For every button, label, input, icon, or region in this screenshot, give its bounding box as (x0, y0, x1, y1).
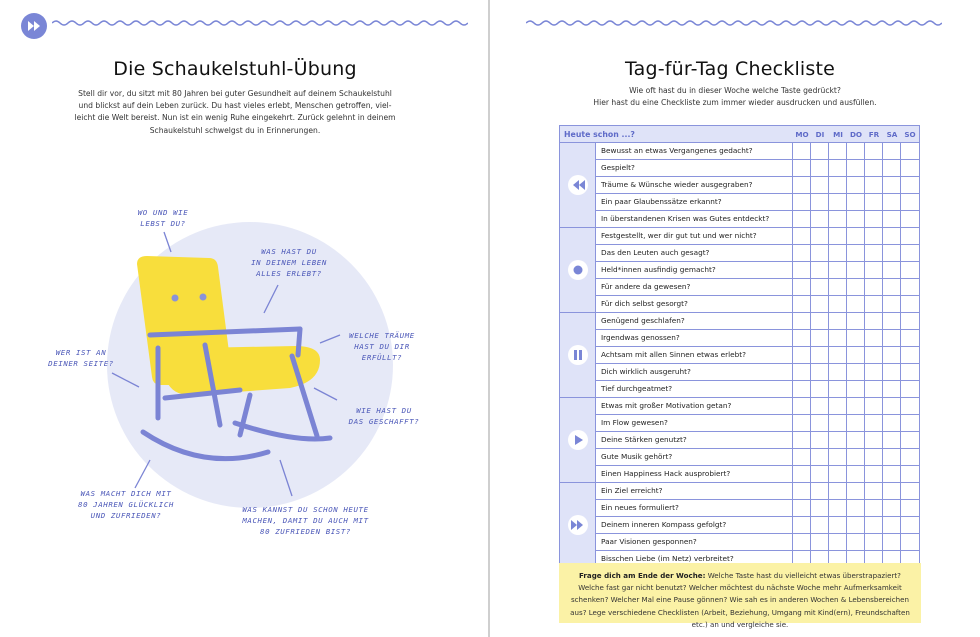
checkbox-cell[interactable] (829, 347, 847, 363)
checkbox-cell[interactable] (865, 245, 883, 261)
checkbox-cell[interactable] (883, 398, 901, 414)
checklist-item: Deine Stärken genutzt? (596, 432, 793, 448)
checkbox-cell[interactable] (811, 517, 829, 533)
page-title: Tag-für-Tag Checkliste (624, 58, 836, 80)
checklist-item: Gespielt? (596, 160, 793, 176)
checklist-item: Irgendwas genossen? (596, 330, 793, 346)
checkbox-cell[interactable] (811, 296, 829, 312)
intro-text (70, 88, 400, 137)
table-row (596, 177, 919, 194)
checkbox-cell[interactable] (901, 143, 919, 159)
checkbox-cell[interactable] (793, 381, 811, 397)
day-header: MI (833, 129, 843, 139)
checkbox-cell[interactable] (847, 398, 865, 414)
checkbox-cell[interactable] (901, 313, 919, 329)
checkbox-cell[interactable] (883, 364, 901, 380)
checkbox-cell[interactable] (865, 296, 883, 312)
checkbox-cell[interactable] (865, 398, 883, 414)
group-icon-cell (560, 398, 596, 482)
checkbox-cell[interactable] (865, 211, 883, 227)
record-icon (568, 260, 588, 280)
checkbox-cell[interactable] (901, 466, 919, 482)
checklist-item: Ein paar Glaubenssätze erkannt? (596, 194, 793, 210)
table-row (596, 500, 919, 517)
checklist-item: Träume & Wünsche wieder ausgegraben? (596, 177, 793, 193)
checkbox-cell[interactable] (883, 160, 901, 176)
checkbox-cell[interactable] (901, 381, 919, 397)
checklist-group (560, 313, 919, 398)
checklist-item: Achtsam mit allen Sinnen etwas erlebt? (596, 347, 793, 363)
checkbox-cell[interactable] (847, 313, 865, 329)
intro-line: und blickst auf dein Leben zurück. Du hast vieles erlebt, Menschen getroffen, viel- (78, 101, 392, 111)
checkbox-cell[interactable] (883, 296, 901, 312)
table-row (596, 483, 919, 500)
checkbox-cell[interactable] (901, 347, 919, 363)
checkbox-cell[interactable] (829, 211, 847, 227)
intro-line: Stell dir vor, du sitzt mit 80 Jahren bei guter Gesundheit auf deinem Schaukelstuhl (78, 89, 392, 98)
checkbox-cell[interactable] (811, 364, 829, 380)
checkbox-cell[interactable] (883, 143, 901, 159)
checkbox-cell[interactable] (847, 330, 865, 346)
table-row (596, 449, 919, 466)
checkbox-cell[interactable] (901, 262, 919, 278)
checkbox-cell[interactable] (793, 364, 811, 380)
checkbox-cell[interactable] (829, 466, 847, 482)
checkbox-cell[interactable] (847, 415, 865, 431)
checkbox-cell[interactable] (901, 500, 919, 516)
question-happy-at-80: WAS MACHT DICH MIT 80 JAHREN GLÜCKLICH UND ZUFRIEDEN? (78, 489, 174, 521)
checkbox-cell[interactable] (883, 449, 901, 465)
checkbox-cell[interactable] (829, 398, 847, 414)
checkbox-cell[interactable] (901, 432, 919, 448)
checkbox-cell[interactable] (847, 279, 865, 295)
checkbox-cell[interactable] (883, 347, 901, 363)
checkbox-cell[interactable] (793, 483, 811, 499)
checkbox-cell[interactable] (793, 415, 811, 431)
table-row (596, 517, 919, 534)
checkbox-cell[interactable] (793, 534, 811, 550)
checkbox-cell[interactable] (847, 432, 865, 448)
checkbox-cell[interactable] (793, 262, 811, 278)
checkbox-cell[interactable] (793, 347, 811, 363)
checkbox-cell[interactable] (883, 466, 901, 482)
checklist-item: Das den Leuten auch gesagt? (596, 245, 793, 261)
checkbox-cell[interactable] (811, 262, 829, 278)
subtitle-line: Wie oft hast du in dieser Woche welche Taste gedrückt? (629, 86, 841, 95)
checkbox-cell[interactable] (811, 160, 829, 176)
checkbox-cell[interactable] (901, 415, 919, 431)
checkbox-cell[interactable] (847, 483, 865, 499)
checkbox-cell[interactable] (829, 517, 847, 533)
checkbox-cell[interactable] (793, 194, 811, 210)
checkbox-cell[interactable] (847, 364, 865, 380)
checkbox-cell[interactable] (793, 517, 811, 533)
checkbox-cell[interactable] (793, 449, 811, 465)
checklist-item: Im Flow gewesen? (596, 415, 793, 431)
checklist-item: Einen Happiness Hack ausprobiert? (596, 466, 793, 482)
checkbox-cell[interactable] (865, 313, 883, 329)
checkbox-cell[interactable] (883, 534, 901, 550)
checklist-item: Etwas mit großer Motivation getan? (596, 398, 793, 414)
checkbox-cell[interactable] (865, 381, 883, 397)
checkbox-cell[interactable] (901, 228, 919, 244)
checkbox-cell[interactable] (883, 313, 901, 329)
checklist-item: Ein Ziel erreicht? (596, 483, 793, 499)
checkbox-cell[interactable] (811, 177, 829, 193)
checkbox-cell[interactable] (829, 228, 847, 244)
checkbox-cell[interactable] (865, 177, 883, 193)
checkbox-cell[interactable] (811, 194, 829, 210)
checkbox-cell[interactable] (883, 279, 901, 295)
checkbox-cell[interactable] (901, 160, 919, 176)
subtitle-text (550, 85, 920, 109)
table-header (560, 126, 919, 143)
table-row (596, 143, 919, 160)
checklist-item: Für andere da gewesen? (596, 279, 793, 295)
left-page (0, 0, 489, 637)
checklist-group (560, 143, 919, 228)
note-text: Welche Taste hast du vielleicht etwas überstrapaziert? Welche fast gar nicht benutzt? Welcher möchtest du nächste Woche mehr Aufmerksamkeit schenken? Welcher Mal eine Pause gönnen? Wie sah es in anderen Wochen & Lebensbereichen aus? Lege verschiedene Checklisten (Arbeit, Beziehung, Umgang mit Kind(ern), Freundschaften etc.) an und vergleiche sie. (570, 571, 910, 629)
wave-divider (52, 18, 468, 28)
table-row (596, 296, 919, 312)
question-experienced: WAS HAST DU IN DEINEM LEBEN ALLES ERLEBT? (251, 247, 327, 279)
checkbox-cell[interactable] (865, 228, 883, 244)
checkbox-cell[interactable] (901, 330, 919, 346)
checkbox-cell[interactable] (883, 211, 901, 227)
table-row (596, 364, 919, 381)
checkbox-cell[interactable] (901, 279, 919, 295)
fast-forward-badge (21, 13, 47, 39)
table-row (596, 415, 919, 432)
checkbox-cell[interactable] (829, 160, 847, 176)
checkbox-cell[interactable] (829, 313, 847, 329)
wave-divider (526, 18, 942, 28)
checkbox-cell[interactable] (883, 517, 901, 533)
checkbox-cell[interactable] (901, 534, 919, 550)
checkbox-cell[interactable] (829, 432, 847, 448)
checklist-group (560, 483, 919, 567)
table-row (596, 245, 919, 262)
checklist-item: Genügend geschlafen? (596, 313, 793, 329)
checkbox-cell[interactable] (883, 245, 901, 261)
group-icon-cell (560, 483, 596, 567)
checkbox-cell[interactable] (901, 483, 919, 499)
chair-button (200, 294, 207, 301)
checkbox-cell[interactable] (811, 381, 829, 397)
checkbox-cell[interactable] (829, 364, 847, 380)
table-row (596, 466, 919, 482)
checkbox-cell[interactable] (793, 177, 811, 193)
table-row (596, 160, 919, 177)
checkbox-cell[interactable] (865, 194, 883, 210)
checkbox-cell[interactable] (901, 177, 919, 193)
table-row (596, 211, 919, 227)
day-header: MO (795, 129, 809, 139)
checkbox-cell[interactable] (901, 194, 919, 210)
checkbox-cell[interactable] (847, 534, 865, 550)
table-row (596, 432, 919, 449)
reflection-note (559, 563, 921, 629)
checkbox-cell[interactable] (883, 483, 901, 499)
question-by-your-side: WER IST AN DEINER SEITE? (48, 348, 114, 369)
table-row (596, 228, 919, 245)
checkbox-cell[interactable] (811, 466, 829, 482)
table-row (596, 381, 919, 397)
checkbox-cell[interactable] (829, 415, 847, 431)
page-title: Die Schaukelstuhl-Übung (113, 58, 357, 80)
checkbox-cell[interactable] (847, 194, 865, 210)
group-icon-cell (560, 228, 596, 312)
checkbox-cell[interactable] (793, 160, 811, 176)
checklist-item: Ein neues formuliert? (596, 500, 793, 516)
checkbox-cell[interactable] (865, 160, 883, 176)
checkbox-cell[interactable] (829, 279, 847, 295)
checkbox-cell[interactable] (901, 517, 919, 533)
checkbox-cell[interactable] (865, 262, 883, 278)
checkbox-cell[interactable] (793, 228, 811, 244)
day-header: DI (815, 129, 825, 139)
checkbox-cell[interactable] (793, 279, 811, 295)
rewind-icon (568, 175, 588, 195)
checkbox-cell[interactable] (865, 279, 883, 295)
checklist-item: In überstandenen Krisen was Gutes entdeckt? (596, 211, 793, 227)
checkbox-cell[interactable] (829, 534, 847, 550)
checklist-item: Paar Visionen gesponnen? (596, 534, 793, 550)
checklist-item: Bewusst an etwas Vergangenes gedacht? (596, 143, 793, 159)
checkbox-cell[interactable] (847, 262, 865, 278)
checkbox-cell[interactable] (901, 398, 919, 414)
checkbox-cell[interactable] (847, 245, 865, 261)
checkbox-cell[interactable] (847, 347, 865, 363)
checkbox-cell[interactable] (811, 449, 829, 465)
checkbox-cell[interactable] (829, 194, 847, 210)
table-header-question: Heute schon ...? (564, 129, 635, 139)
checkbox-cell[interactable] (883, 415, 901, 431)
table-row (596, 534, 919, 551)
checklist-item: Bisschen Liebe (im Netz) verbreitet? (596, 551, 793, 567)
play-icon (568, 430, 588, 450)
table-row (596, 194, 919, 211)
day-header: FR (868, 129, 880, 139)
group-icon-cell (560, 313, 596, 397)
checkbox-cell[interactable] (883, 381, 901, 397)
checkbox-cell[interactable] (865, 449, 883, 465)
checkbox-cell[interactable] (811, 500, 829, 516)
checkbox-cell[interactable] (883, 194, 901, 210)
checkbox-cell[interactable] (829, 330, 847, 346)
pause-icon (568, 345, 588, 365)
checkbox-cell[interactable] (865, 364, 883, 380)
checkbox-cell[interactable] (793, 500, 811, 516)
checkbox-cell[interactable] (829, 245, 847, 261)
checklist-item: Deinem inneren Kompass gefolgt? (596, 517, 793, 533)
checkbox-cell[interactable] (865, 534, 883, 550)
checkbox-cell[interactable] (811, 347, 829, 363)
question-dreams: WELCHE TRÄUME HAST DU DIR ERFÜLLT? (349, 331, 415, 363)
checkbox-cell[interactable] (811, 534, 829, 550)
question-where-live: WO UND WIE LEBST DU? (137, 208, 189, 229)
table-row (596, 330, 919, 347)
question-how-managed: WIE HAST DU DAS GESCHAFFT? (348, 406, 420, 427)
checkbox-cell[interactable] (829, 381, 847, 397)
checkbox-cell[interactable] (865, 143, 883, 159)
checkbox-cell[interactable] (811, 211, 829, 227)
chair-button (172, 295, 179, 302)
checkbox-cell[interactable] (793, 245, 811, 261)
checkbox-cell[interactable] (847, 466, 865, 482)
checkbox-cell[interactable] (811, 330, 829, 346)
checkbox-cell[interactable] (901, 449, 919, 465)
checkbox-cell[interactable] (847, 211, 865, 227)
checklist-item: Tief durchgeatmet? (596, 381, 793, 397)
checkbox-cell[interactable] (829, 449, 847, 465)
checkbox-cell[interactable] (829, 262, 847, 278)
checkbox-cell[interactable] (847, 160, 865, 176)
question-today: WAS KANNST DU SCHON HEUTE MACHEN, DAMIT DU AUCH MIT 80 ZUFRIEDEN BIST? (242, 505, 369, 537)
checkbox-cell[interactable] (793, 313, 811, 329)
checkbox-cell[interactable] (811, 245, 829, 261)
table-body (560, 143, 919, 567)
checkbox-cell[interactable] (847, 296, 865, 312)
checklist-item: Dich wirklich ausgeruht? (596, 364, 793, 380)
checkbox-cell[interactable] (847, 449, 865, 465)
checkbox-cell[interactable] (865, 432, 883, 448)
checkbox-cell[interactable] (847, 228, 865, 244)
checkbox-cell[interactable] (811, 143, 829, 159)
checkbox-cell[interactable] (865, 347, 883, 363)
checkbox-cell[interactable] (865, 466, 883, 482)
checkbox-cell[interactable] (847, 177, 865, 193)
checklist-table (559, 125, 920, 568)
checkbox-cell[interactable] (793, 211, 811, 227)
checkbox-cell[interactable] (901, 364, 919, 380)
checkbox-cell[interactable] (847, 517, 865, 533)
checkbox-cell[interactable] (811, 313, 829, 329)
fast-forward-icon (568, 515, 588, 535)
checkbox-cell[interactable] (829, 177, 847, 193)
checkbox-cell[interactable] (883, 228, 901, 244)
checkbox-cell[interactable] (811, 279, 829, 295)
checkbox-cell[interactable] (865, 517, 883, 533)
checkbox-cell[interactable] (847, 381, 865, 397)
intro-line: leicht die Welt bereist. Nun ist ein wenig Ruhe eingekehrt. Zurück gelehnt in deinem (74, 113, 396, 123)
checkbox-cell[interactable] (901, 211, 919, 227)
day-header: SA (886, 129, 898, 139)
checkbox-cell[interactable] (793, 330, 811, 346)
checkbox-cell[interactable] (883, 432, 901, 448)
subtitle-line: Hier hast du eine Checkliste zum immer wieder ausdrucken und ausfüllen. (593, 98, 877, 107)
checkbox-cell[interactable] (829, 500, 847, 516)
checkbox-cell[interactable] (865, 330, 883, 346)
checkbox-cell[interactable] (811, 228, 829, 244)
checklist-item: Festgestellt, wer dir gut tut und wer nicht? (596, 228, 793, 244)
group-icon-cell (560, 143, 596, 227)
day-header: DO (849, 129, 863, 139)
checkbox-cell[interactable] (883, 177, 901, 193)
checkbox-cell[interactable] (883, 262, 901, 278)
checkbox-cell[interactable] (811, 483, 829, 499)
checklist-item: Held*innen ausfindig gemacht? (596, 262, 793, 278)
checkbox-cell[interactable] (811, 398, 829, 414)
note-lead: Frage dich am Ende der Woche: (579, 571, 706, 580)
checkbox-cell[interactable] (883, 500, 901, 516)
checkbox-cell[interactable] (793, 143, 811, 159)
checkbox-cell[interactable] (865, 500, 883, 516)
checkbox-cell[interactable] (883, 330, 901, 346)
checkbox-cell[interactable] (793, 466, 811, 482)
checkbox-cell[interactable] (847, 143, 865, 159)
checkbox-cell[interactable] (829, 296, 847, 312)
checklist-item: Gute Musik gehört? (596, 449, 793, 465)
checklist-group (560, 398, 919, 483)
checkbox-cell[interactable] (793, 296, 811, 312)
checkbox-cell[interactable] (865, 483, 883, 499)
table-row (596, 313, 919, 330)
checkbox-cell[interactable] (829, 483, 847, 499)
checklist-group (560, 228, 919, 313)
day-header: SO (904, 129, 916, 139)
table-row (596, 347, 919, 364)
checkbox-cell[interactable] (793, 432, 811, 448)
checkbox-cell[interactable] (811, 415, 829, 431)
fast-forward-icon (21, 13, 47, 39)
table-row (596, 262, 919, 279)
checkbox-cell[interactable] (847, 500, 865, 516)
table-row (596, 398, 919, 415)
checkbox-cell[interactable] (793, 398, 811, 414)
checkbox-cell[interactable] (811, 432, 829, 448)
table-row (596, 279, 919, 296)
intro-line: Schaukelstuhl schwelgst du in Erinnerungen. (149, 125, 321, 135)
checkbox-cell[interactable] (865, 415, 883, 431)
checkbox-cell[interactable] (901, 296, 919, 312)
checklist-item: Für dich selbst gesorgt? (596, 296, 793, 312)
checkbox-cell[interactable] (901, 245, 919, 261)
checkbox-cell[interactable] (829, 143, 847, 159)
